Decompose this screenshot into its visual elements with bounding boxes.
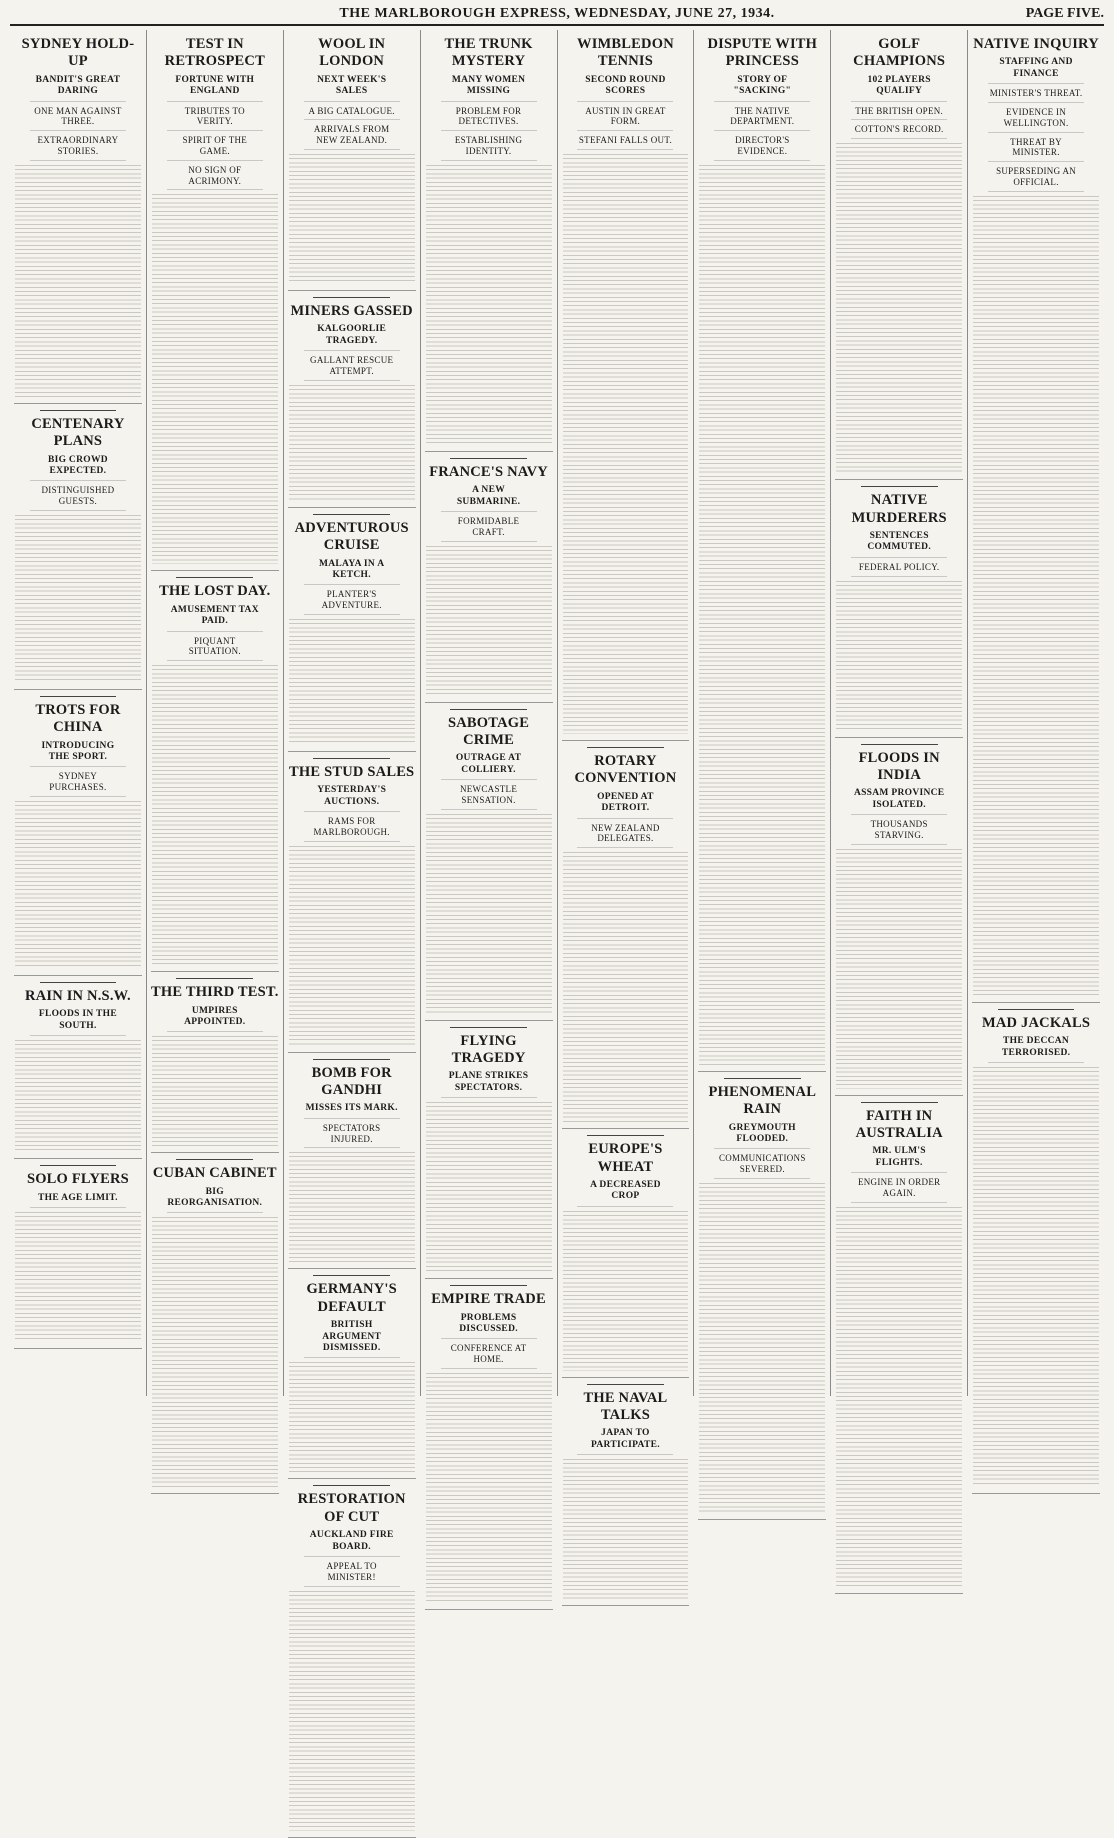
article <box>425 458 553 703</box>
article-body-text <box>563 1459 689 1599</box>
article-subheading: ASSAM PROVINCE ISOLATED. <box>851 788 947 815</box>
article-subheading: OPENED AT DETROIT. <box>577 792 673 819</box>
article-subheading: AMUSEMENT TAX PAID. <box>167 605 263 632</box>
article <box>698 36 826 1072</box>
article-subheading: NEWCASTLE SENSATION. <box>441 784 537 810</box>
article-body-text <box>289 1591 415 1831</box>
article-body-text <box>289 385 415 501</box>
article-subheading: SYDNEY PURCHASES. <box>30 771 126 797</box>
article-subheading: UMPIRES APPOINTED. <box>167 1006 263 1033</box>
article <box>288 1059 416 1270</box>
article-body-text <box>426 814 552 1014</box>
article-headline: RESTORATION OF CUT <box>288 1485 416 1526</box>
article-headline: FLYING TRAGEDY <box>425 1027 553 1068</box>
article-subheading: A BIG CATALOGUE. <box>304 106 400 121</box>
article-headline: THE STUD SALES <box>288 758 416 781</box>
article <box>425 1285 553 1610</box>
article-headline: BOMB FOR GANDHI <box>288 1059 416 1100</box>
article-subheading: AUCKLAND FIRE BOARD. <box>304 1530 400 1557</box>
article-subheading: BRITISH ARGUMENT DISMISSED. <box>304 1320 400 1358</box>
article-subheading: GALLANT RESCUE ATTEMPT. <box>304 355 400 381</box>
article-subheading: TRIBUTES TO VERITY. <box>167 106 263 132</box>
article-subheading: NEW ZEALAND DELEGATES. <box>577 823 673 849</box>
article <box>698 1078 826 1520</box>
article-headline: RAIN IN N.S.W. <box>14 982 142 1005</box>
article <box>835 1102 963 1594</box>
column <box>693 30 830 1396</box>
article-body-text <box>563 154 689 734</box>
article-headline: GOLF CHAMPIONS <box>853 36 946 70</box>
article <box>425 709 553 1021</box>
article-subheading: STORY OF "SACKING" <box>714 75 810 102</box>
article <box>425 1027 553 1280</box>
article-subheading: FORTUNE WITH ENGLAND <box>167 75 263 102</box>
article <box>562 747 690 1129</box>
article-headline: THE NAVAL TALKS <box>562 1384 690 1425</box>
article-subheading: PLANE STRIKES SPECTATORS. <box>441 1071 537 1098</box>
article <box>288 297 416 508</box>
article-headline: TEST IN RETROSPECT <box>164 36 265 70</box>
article-subheading: THE AGE LIMIT. <box>30 1193 126 1208</box>
column <box>146 30 283 1396</box>
masthead <box>10 4 1104 26</box>
article-body-text <box>836 581 962 731</box>
article-headline: SOLO FLYERS <box>14 1165 142 1188</box>
page-number: PAGE FIVE. <box>1025 6 1104 21</box>
article-subheading: MALAYA IN A KETCH. <box>304 559 400 586</box>
article-body-text <box>15 165 141 397</box>
article-subheading: PIQUANT SITUATION. <box>167 636 263 662</box>
article <box>288 1275 416 1479</box>
article-body-text <box>289 154 415 284</box>
article-headline: CUBAN CABINET <box>151 1159 279 1182</box>
article-headline: SABOTAGE CRIME <box>425 709 553 750</box>
article-subheading: DIRECTOR'S EVIDENCE. <box>714 135 810 161</box>
column <box>557 30 694 1450</box>
article-subheading: SECOND ROUND SCORES <box>577 75 673 102</box>
article <box>835 36 963 480</box>
article <box>288 758 416 1053</box>
article-headline: THE LOST DAY. <box>151 577 279 600</box>
article-body-text <box>836 1207 962 1587</box>
article-body-text <box>15 1212 141 1342</box>
article-subheading: JAPAN TO PARTICIPATE. <box>577 1428 673 1455</box>
article-subheading: SENTENCES COMMUTED. <box>851 531 947 558</box>
article <box>14 1165 142 1349</box>
article-subheading: FEDERAL POLICY. <box>851 562 947 577</box>
article-subheading: ENGINE IN ORDER AGAIN. <box>851 1177 947 1203</box>
article-headline: MINERS GASSED <box>288 297 416 320</box>
article <box>972 1009 1100 1494</box>
article-subheading: FLOODS IN THE SOUTH. <box>30 1009 126 1036</box>
article-body-text <box>836 849 962 1089</box>
article-subheading: APPEAL TO MINISTER! <box>304 1561 400 1587</box>
article-subheading: STAFFING AND FINANCE <box>988 57 1084 84</box>
article-subheading: OUTRAGE AT COLLIERY. <box>441 753 537 780</box>
article-body-text <box>152 1217 278 1487</box>
article-headline: FRANCE'S NAVY <box>425 458 553 481</box>
article-headline: NATIVE MURDERERS <box>835 486 963 527</box>
article-subheading: COTTON'S RECORD. <box>851 124 947 139</box>
article-body-text <box>699 165 825 1065</box>
article-subheading: SPIRIT OF THE GAME. <box>167 135 263 161</box>
article-subheading: NEXT WEEK'S SALES <box>304 75 400 102</box>
article-subheading: PLANTER'S ADVENTURE. <box>304 589 400 615</box>
article <box>288 514 416 752</box>
article-subheading: MR. ULM'S FLIGHTS. <box>851 1146 947 1173</box>
article-headline: TROTS FOR CHINA <box>14 696 142 737</box>
article-subheading: THE DECCAN TERRORISED. <box>988 1036 1084 1063</box>
article <box>425 36 553 452</box>
article-body-text <box>289 1152 415 1262</box>
article <box>562 1135 690 1378</box>
article <box>151 978 279 1153</box>
article-body-text <box>289 619 415 745</box>
article-subheading: THREAT BY MINISTER. <box>988 137 1084 163</box>
article-headline: FLOODS IN INDIA <box>835 744 963 785</box>
article-headline: MAD JACKALS <box>972 1009 1100 1032</box>
article-subheading: SUPERSEDING AN OFFICIAL. <box>988 166 1084 192</box>
article-subheading: SPECTATORS INJURED. <box>304 1123 400 1149</box>
article-subheading: BANDIT'S GREAT DARING <box>30 75 126 102</box>
column <box>10 30 146 1396</box>
article-body-text <box>973 196 1099 996</box>
article <box>14 36 142 404</box>
article-subheading: INTRODUCING THE SPORT. <box>30 741 126 768</box>
article-subheading: BIG REORGANISATION. <box>167 1187 263 1214</box>
article-body-text <box>699 1183 825 1513</box>
article <box>972 36 1100 1003</box>
article-headline: WOOL IN LONDON <box>318 36 386 70</box>
article-subheading: A NEW SUBMARINE. <box>441 485 537 512</box>
article-headline: PHENOMENAL RAIN <box>698 1078 826 1119</box>
article-body-text <box>15 515 141 683</box>
article-subheading: BIG CROWD EXPECTED. <box>30 455 126 482</box>
article-subheading: ONE MAN AGAINST THREE. <box>30 106 126 132</box>
column <box>967 30 1104 1396</box>
article-headline: THE TRUNK MYSTERY <box>444 36 533 70</box>
article-headline: EMPIRE TRADE <box>425 1285 553 1308</box>
article-subheading: COMMUNICATIONS SEVERED. <box>714 1153 810 1179</box>
article <box>151 1159 279 1494</box>
article-body-text <box>973 1067 1099 1487</box>
article-subheading: AUSTIN IN GREAT FORM. <box>577 106 673 132</box>
article-headline: SYDNEY HOLD-UP <box>21 36 135 70</box>
article-body-text <box>563 1211 689 1371</box>
article-headline: FAITH IN AUSTRALIA <box>835 1102 963 1143</box>
article-body-text <box>289 1362 415 1472</box>
article-headline: DISPUTE WITH PRINCESS <box>707 36 818 70</box>
article-subheading: NO SIGN OF ACRIMONY. <box>167 165 263 191</box>
article-subheading: ARRIVALS FROM NEW ZEALAND. <box>304 124 400 150</box>
article-subheading: STEFANI FALLS OUT. <box>577 135 673 150</box>
article-headline: ROTARY CONVENTION <box>562 747 690 788</box>
article-body-text <box>15 1040 141 1152</box>
article-body-text <box>15 801 141 969</box>
article <box>288 1485 416 1837</box>
article <box>151 577 279 972</box>
article-headline: THE THIRD TEST. <box>151 978 279 1001</box>
article-subheading: THE NATIVE DEPARTMENT. <box>714 106 810 132</box>
article-body-text <box>563 852 689 1122</box>
article <box>835 744 963 1096</box>
article-subheading: RAMS FOR MARLBOROUGH. <box>304 816 400 842</box>
article-subheading: 102 PLAYERS QUALIFY <box>851 75 947 102</box>
article-subheading: ESTABLISHING IDENTITY. <box>441 135 537 161</box>
article-subheading: YESTERDAY'S AUCTIONS. <box>304 785 400 812</box>
article-headline: NATIVE INQUIRY <box>973 36 1099 52</box>
article-subheading: MINISTER'S THREAT. <box>988 88 1084 103</box>
article-subheading: THE BRITISH OPEN. <box>851 106 947 121</box>
article <box>14 696 142 976</box>
article-body-text <box>836 143 962 473</box>
article-subheading: PROBLEMS DISCUSSED. <box>441 1313 537 1340</box>
article-headline: CENTENARY PLANS <box>14 410 142 451</box>
article-body-text <box>426 165 552 445</box>
article <box>562 1384 690 1607</box>
article-subheading: THOUSANDS STARVING. <box>851 819 947 845</box>
article-subheading: PROBLEM FOR DETECTIVES. <box>441 106 537 132</box>
article-subheading: MANY WOMEN MISSING <box>441 75 537 102</box>
masthead-title: THE MARLBOROUGH EXPRESS, WEDNESDAY, JUNE 27, 1934. <box>339 6 775 21</box>
article-subheading: EVIDENCE IN WELLINGTON. <box>988 107 1084 133</box>
article-subheading: EXTRAORDINARY STORIES. <box>30 135 126 161</box>
article-body-text <box>426 1373 552 1603</box>
article-body-text <box>426 546 552 696</box>
article <box>835 486 963 737</box>
article-subheading: KALGOORLIE TRAGEDY. <box>304 324 400 351</box>
article-subheading: FORMIDABLE CRAFT. <box>441 516 537 542</box>
article-body-text <box>152 194 278 564</box>
article-body-text <box>289 846 415 1046</box>
article <box>14 410 142 690</box>
article-subheading: DISTINGUISHED GUESTS. <box>30 485 126 511</box>
article-body-text <box>426 1102 552 1272</box>
article <box>14 982 142 1159</box>
article-body-text <box>152 665 278 965</box>
column <box>283 30 420 1582</box>
article-subheading: GREYMOUTH FLOODED. <box>714 1123 810 1150</box>
article <box>151 36 279 571</box>
article-headline: EUROPE'S WHEAT <box>562 1135 690 1176</box>
column <box>420 30 557 1396</box>
article <box>288 36 416 291</box>
article-body-text <box>152 1036 278 1146</box>
article-subheading: A DECREASED CROP <box>577 1180 673 1207</box>
article-headline: ADVENTUROUS CRUISE <box>288 514 416 555</box>
article-subheading: CONFERENCE AT HOME. <box>441 1343 537 1369</box>
article-headline: GERMANY'S DEFAULT <box>288 1275 416 1316</box>
newspaper-columns <box>10 30 1104 1582</box>
article <box>562 36 690 741</box>
article-headline: WIMBLEDON TENNIS <box>577 36 674 70</box>
article-subheading: MISSES ITS MARK. <box>304 1103 400 1118</box>
column <box>830 30 967 1396</box>
